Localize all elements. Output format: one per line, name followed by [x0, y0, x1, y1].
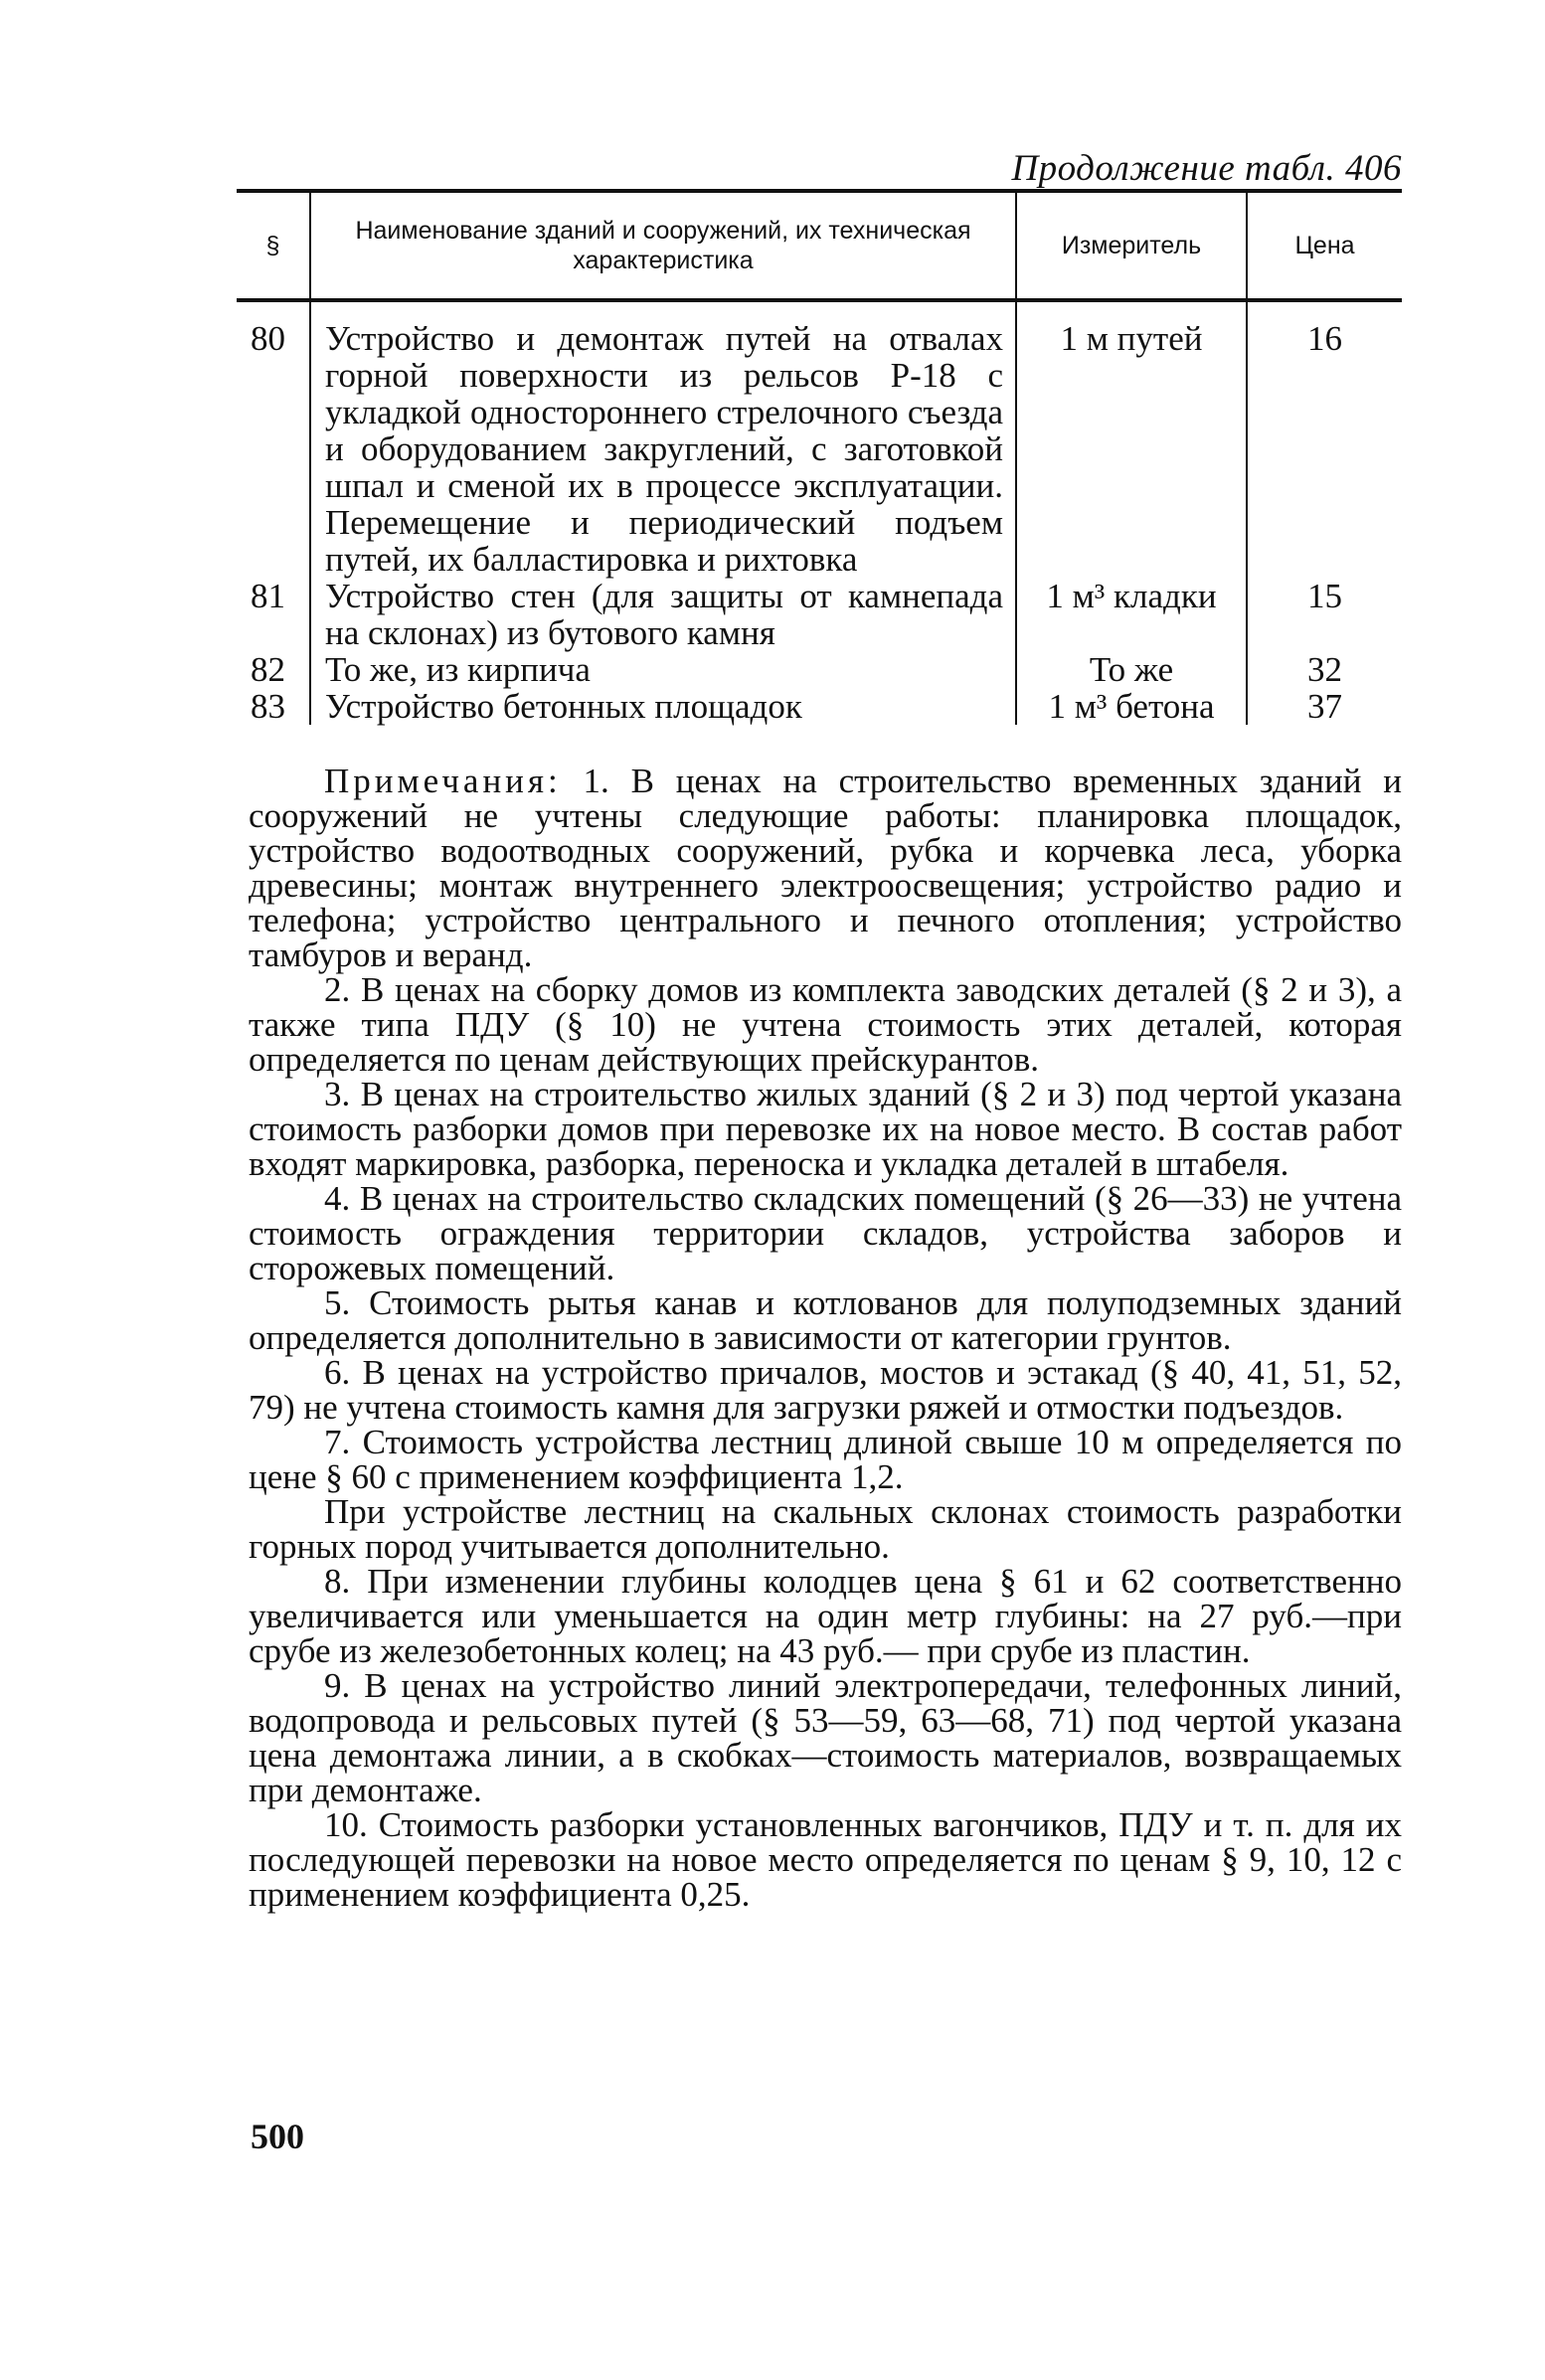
row-unit: 1 м³ кладки — [1016, 578, 1247, 651]
row-description: Устройство и демонтаж путей на отвалах горной поверхности из рельсов Р-18 с укладкой одностороннего стрелочного съезда и оборудованием закруглений, с заготовкой шпал и сменой их в процессе эксплуатации. Перемещение и периодический подъем путей, их балластировка и рихтовка — [310, 300, 1016, 578]
column-header-price: Цена — [1247, 191, 1402, 300]
table-row — [237, 578, 1402, 651]
table-continuation-caption: Продолжение табл. 406 — [1011, 148, 1402, 189]
table-header-row — [237, 191, 1402, 300]
row-description: То же, из кирпича — [310, 651, 1016, 688]
column-header-unit: Измеритель — [1016, 191, 1247, 300]
note-paragraph: 3. В ценах на строительство жилых зданий (§ 2 и 3) под чертой указана стоимость разборки домов при перевозке их на новое место. В состав работ входят маркировка, разборка, переноска и укладка деталей в штабеля. — [249, 1075, 1402, 1183]
note-paragraph: 2. В ценах на сборку домов из комплекта заводских деталей (§ 2 и 3), а также типа ПДУ (§ 10) не учтена стоимость этих деталей, которая определяется по ценам действующих прейскурантов. — [249, 970, 1402, 1079]
row-section-number: 82 — [251, 650, 285, 689]
row-unit: То же — [1016, 651, 1247, 688]
note-paragraph: 6. В ценах на устройство причалов, мостов и эстакад (§ 40, 41, 51, 52, 79) не учтена стоимость камня для загрузки ряжей и отмостки подъездов. — [249, 1353, 1402, 1427]
row-price: 32 — [1247, 651, 1402, 688]
note-text: 1. В ценах на строительство временных зданий и сооружений не учтены следующие работы: планировка площадок, устройство водоотводных сооружений, рубка и корчевка леса, уборка древесины; монтаж внутреннего электроосвещения; устройство радио и телефона; устройство центрального и печного отопления; устройство тамбуров и веранд. — [249, 762, 1403, 974]
notes-section — [249, 764, 1402, 1912]
row-unit: 1 м путей — [1016, 300, 1247, 578]
note-paragraph: 9. В ценах на устройство линий электропередачи, телефонных линий, водопровода и рельсовых путей (§ 53—59, 63—68, 71) под чертой указана цена демонтажа линии, а в скобках—стоимость материалов, возвращаемых при демонтаже. — [249, 1666, 1402, 1809]
column-header-name: Наименование зданий и сооружений, их техническая характеристика — [310, 191, 1016, 300]
note-paragraph: 8. При изменении глубины колодцев цена § 61 и 62 соответственно увеличивается или уменьшается на один метр глубины: на 27 руб.—при срубе из железобетонных колец; на 43 руб.— при срубе из пластин. — [249, 1562, 1402, 1670]
table-row — [237, 651, 1402, 688]
note-paragraph: 10. Стоимость разборки установленных вагончиков, ПДУ и т. п. для их последующей перевозки на новое место определяется по ценам § 9, 10, 12 с применением коэффициента 0,25. — [249, 1805, 1402, 1914]
row-price: 16 — [1247, 300, 1402, 578]
note-paragraph: При устройстве лестниц на скальных склонах стоимость разработки горных пород учитывается дополнительно. — [249, 1492, 1402, 1566]
row-unit: 1 м³ бетона — [1016, 688, 1247, 725]
row-price: 37 — [1247, 688, 1402, 725]
row-section-number: 81 — [251, 577, 285, 615]
page-number: 500 — [251, 2117, 304, 2156]
price-table — [237, 189, 1402, 725]
note-paragraph: 7. Стоимость устройства лестниц длиной свыше 10 м определяется по цене § 60 с применением коэффициента 1,2. — [249, 1423, 1402, 1496]
row-description: Устройство стен (для защиты от камнепада на склонах) из бутового камня — [310, 578, 1016, 651]
row-description: Устройство бетонных площадок — [310, 688, 1016, 725]
row-section-number: 83 — [251, 687, 285, 726]
note-paragraph — [249, 764, 1402, 972]
notes-heading: Примечания: — [324, 762, 562, 800]
row-section-number: 80 — [251, 319, 285, 358]
note-paragraph: 4. В ценах на строительство складских помещений (§ 26—33) не учтена стоимость ограждения территории складов, устройства заборов и сторожевых помещений. — [249, 1179, 1402, 1287]
table-row — [237, 300, 1402, 578]
table-row — [237, 688, 1402, 725]
note-paragraph: 5. Стоимость рытья канав и котлованов для полуподземных зданий определяется дополнительно в зависимости от категории грунтов. — [249, 1283, 1402, 1357]
column-header-section: § — [265, 232, 280, 259]
row-price: 15 — [1247, 578, 1402, 651]
